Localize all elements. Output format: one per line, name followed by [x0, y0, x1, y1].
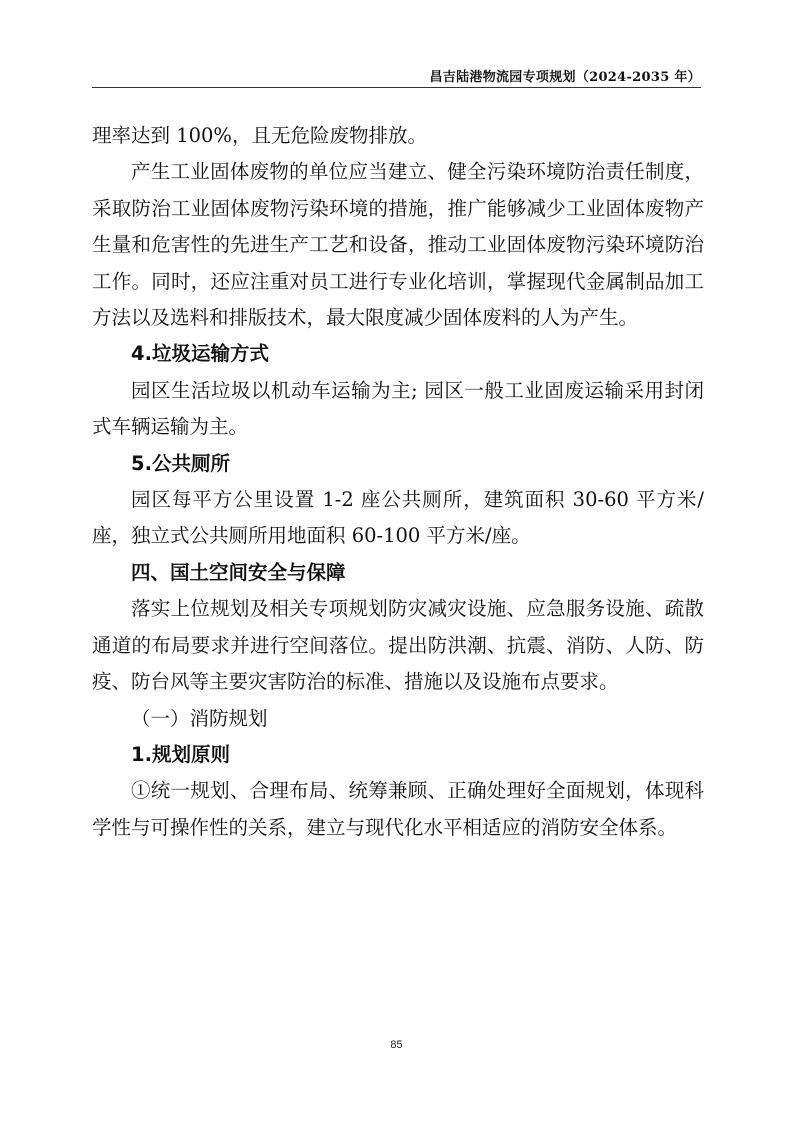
paragraph-garbage-transport: 园区生活垃圾以机动车运输为主; 园区一般工业固废运输采用封闭式车辆运输为主。	[92, 378, 704, 439]
heading-garbage-transport: 4.垃圾运输方式	[131, 342, 269, 366]
running-header: 昌吉陆港物流园专项规划（2024-2035 年）	[429, 70, 701, 85]
heading-planning-principles: 1.规划原则	[131, 742, 230, 766]
heading-land-safety: 四、国土空间安全与保障	[131, 560, 346, 584]
paragraph-planning-principles: ①统一规划、合理布局、统筹兼顾、正确处理好全面规划，体现科学性与可操作性的关系，建立与现代化水平相适应的消防安全体系。	[92, 779, 704, 839]
page-number: 85	[390, 1039, 403, 1051]
body-content	[92, 118, 704, 846]
paragraph-solid-waste: 产生工业固体废物的单位应当建立、健全污染环境防治责任制度，采取防治工业固体废物污染环境的措施，推广能够减少工业固体废物产生量和危害性的先进生产工艺和设备，推动工业固体废物污染环境防治工作。同时，还应注重对员工进行专业化培训，掌握现代金属制品加工方法以及选料和排版技术，最大限度减少固体废料的人为产生。	[92, 160, 704, 330]
paragraph-continuation: 理率达到 100%，且无危险废物排放。	[92, 124, 427, 147]
paragraph-land-safety: 落实上位规划及相关专项规划防灾减灾设施、应急服务设施、疏散通道的布局要求并进行空间落位。提出防洪潮、抗震、消防、人防、防疫、防台风等主要灾害防治的标准、措施以及设施布点要求。	[92, 597, 704, 694]
heading-fire-planning: （一）消防规划	[131, 706, 268, 730]
heading-public-toilets: 5.公共厕所	[131, 451, 230, 475]
header-rule	[92, 87, 701, 88]
paragraph-public-toilets: 园区每平方公里设置 1-2 座公共厕所，建筑面积 30-60 平方米/座，独立式公共厕所用地面积 60-100 平方米/座。	[92, 488, 704, 548]
